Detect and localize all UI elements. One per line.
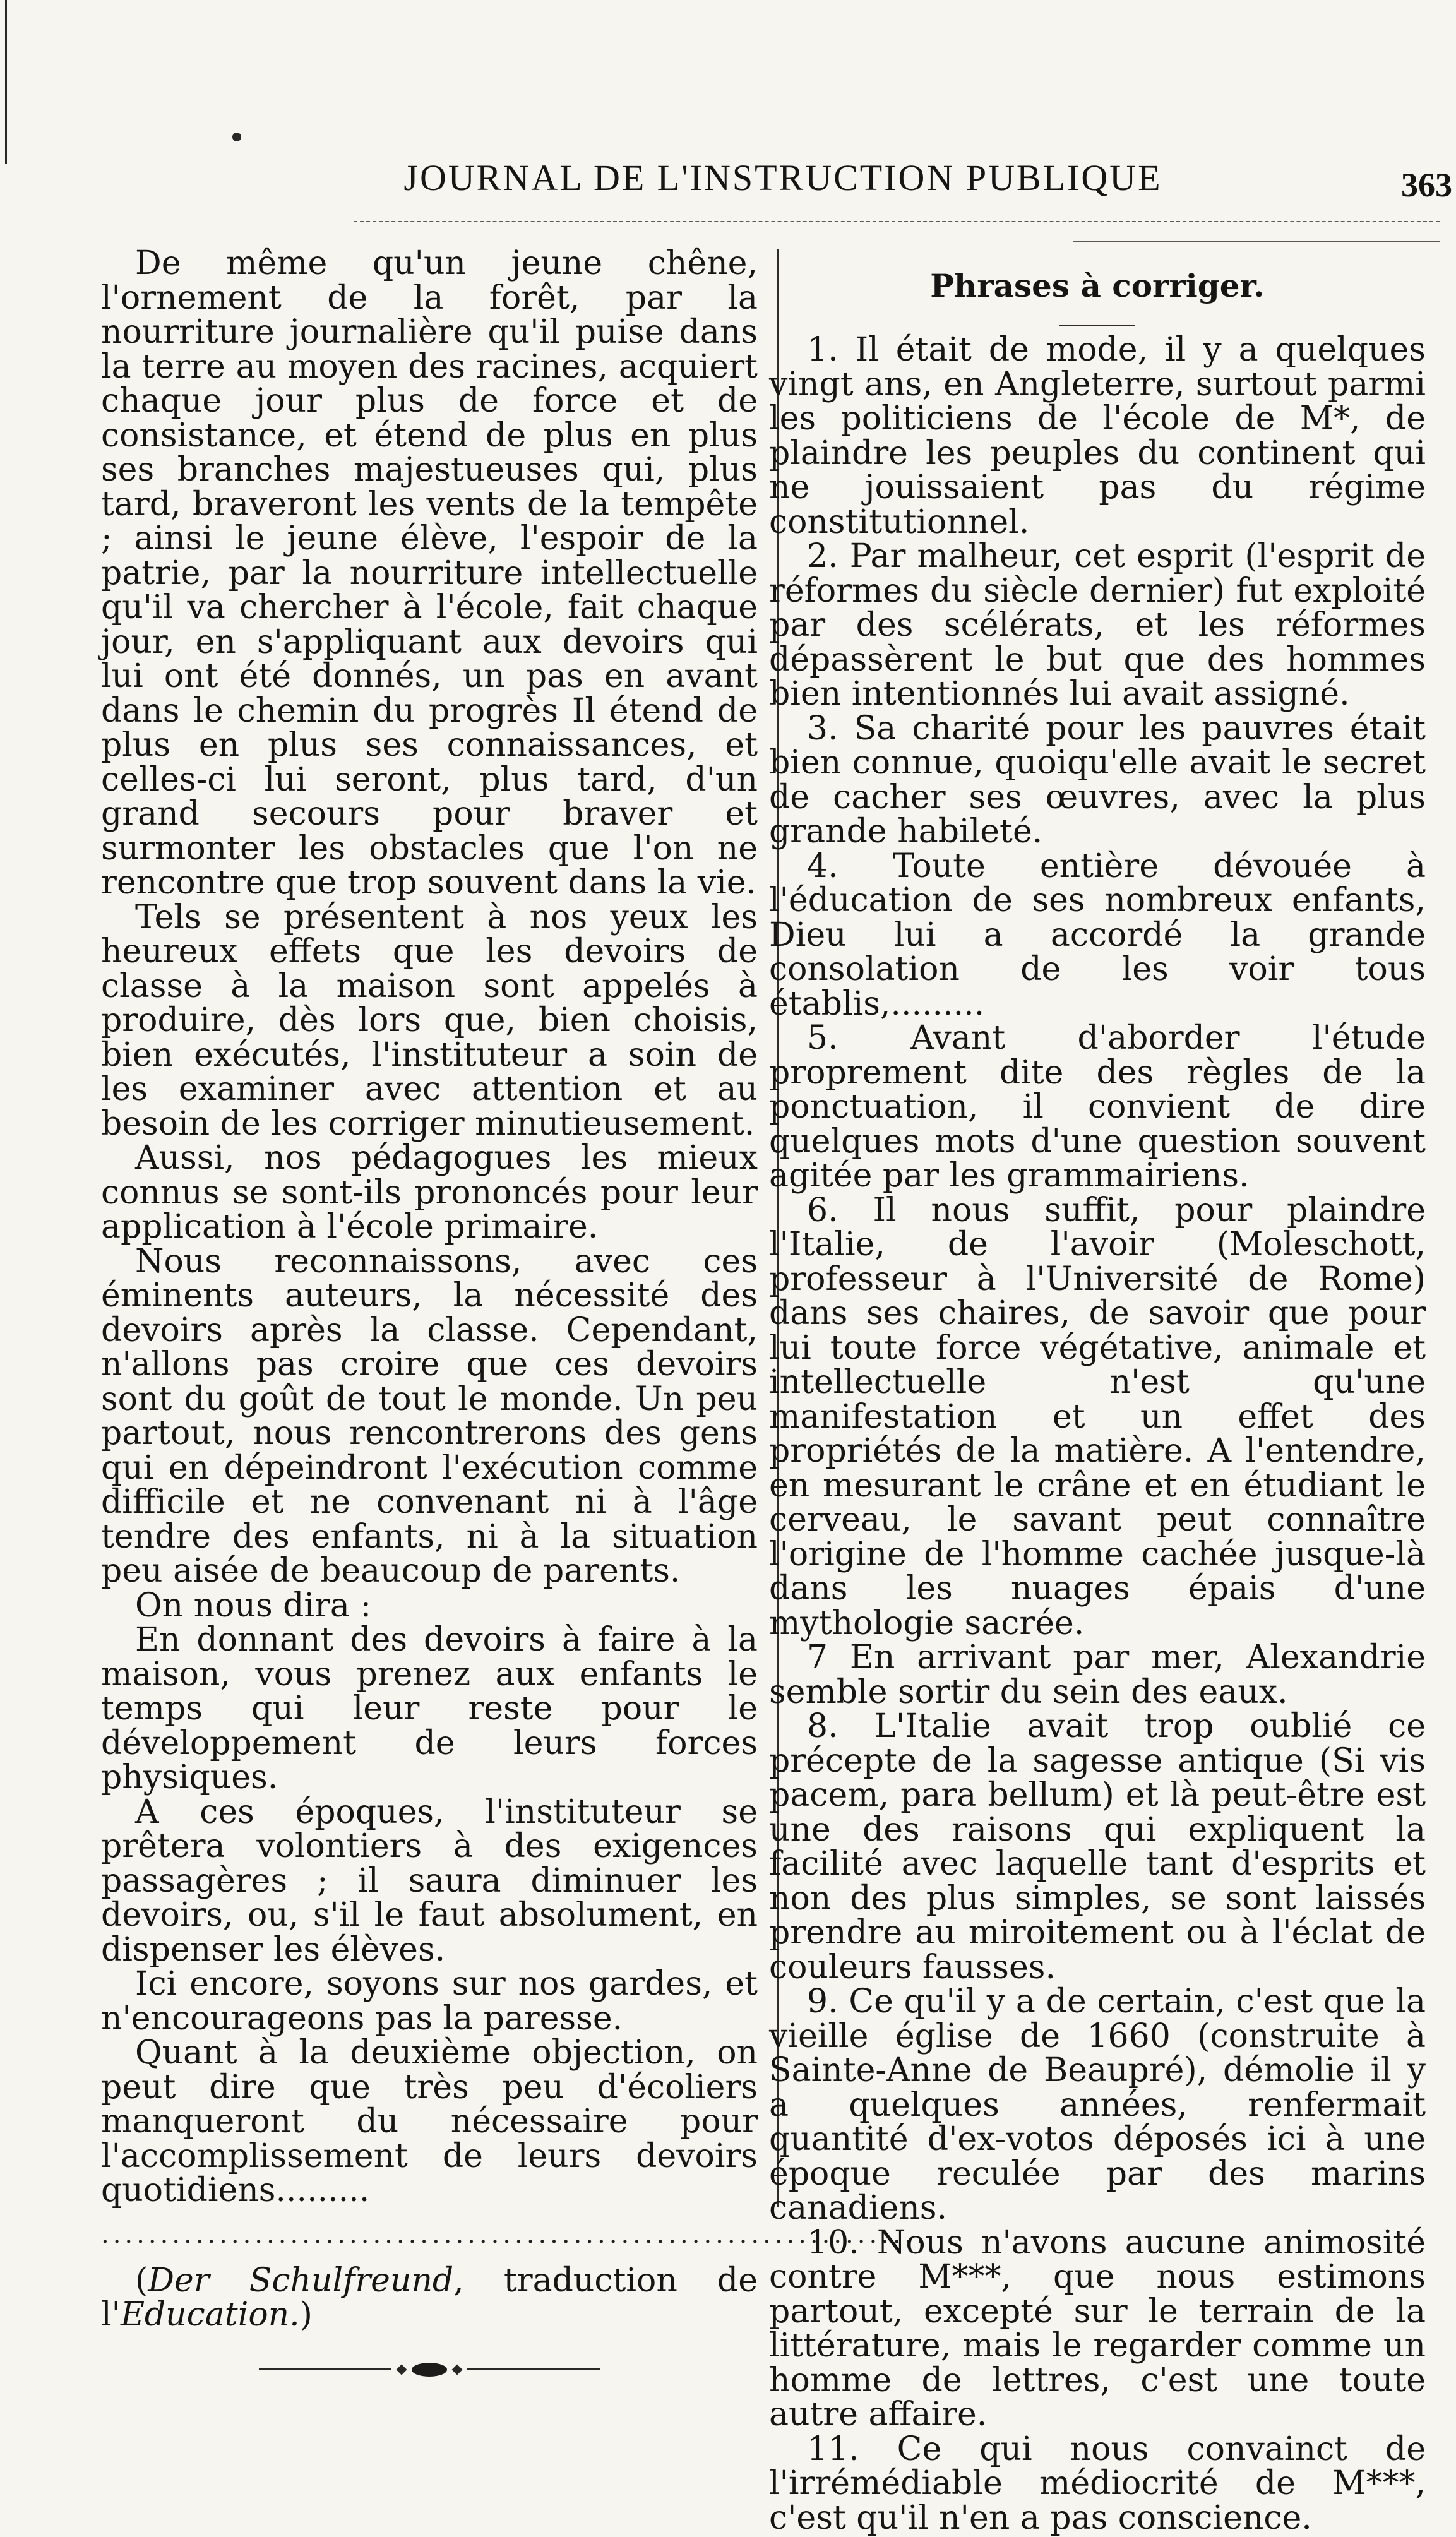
end-ornament xyxy=(101,2354,758,2385)
dotted-separator: ...................................................................... xyxy=(101,2219,929,2249)
running-head: JOURNAL DE L'INSTRUCTION PUBLIQUE xyxy=(403,157,1162,198)
exercise-item: 10. Nous n'avons aucune animosité contre M***, que nous estimons partout, excepté sur le terrain de la littérature, mais le regarder comme un homme de lettres, c'est une toute autre affaire. xyxy=(769,2223,1426,2433)
ornament-line xyxy=(259,2368,391,2370)
paragraph: De même qu'un jeune chêne, l'ornement de la forêt, par la nourriture journalière qu'il puise dans la terre au moyen des racines, acquiert chaque jour plus de force et de consistance, et étend de plus en plus ses branches majestueuses qui, plus tard, braveront les vents de la tempête ; ainsi le jeune élève, l'espoir de la patrie, par la nourriture intellectuelle qu'il va chercher à l'école, fait chaque jour, en s'appliquant aux devoirs qui lui ont été donnés, un pas en avant dans le chemin du progrès Il étend de plus en plus ses connaissances, et celles-ci lui seront, plus tard, d'un grand secours pour braver et surmonter les obstacles que l'on ne rencontre que trop souvent dans la vie. xyxy=(101,244,758,902)
exercise-item: 2. Par malheur, cet esprit (l'esprit de réformes du siècle dernier) fut exploité par des scélérats, et les réformes dépassèrent le but que des hommes bien intentionnés lui avait assigné. xyxy=(769,537,1426,713)
right-column xyxy=(769,246,1426,2535)
paragraph: A ces époques, l'instituteur se prêtera volontiers à des exigences passagères ; il saura diminuer les devoirs, ou, s'il le faut absolument, en dispenser les élèves. xyxy=(101,1793,758,1969)
exercise-item: 9. Ce qu'il y a de certain, c'est que la vieille église de 1660 (construite à Sainte-Anne de Beaupré), démolie il y a quelques années, renfermait quantité d'ex-votos déposés ici à une époque reculée par des marins canadiens. xyxy=(769,1983,1426,2227)
title-rule xyxy=(1059,325,1135,326)
paragraph: Nous reconnaissons, avec ces éminents auteurs, la nécessité des devoirs après la classe. Cependant, n'allons pas croire que ces devoirs sont du goût de tout le monde. Un peu partout, nous rencontrerons des gens qui en dépeindront l'exécution comme difficile et ne convenant ni à l'âge tendre des enfants, ni à la situation peu aisée de beaucoup de parents. xyxy=(101,1242,758,1590)
source-close: ) xyxy=(299,2296,313,2334)
exercise-item: 3. Sa charité pour les pauvres était bien connue, quoiqu'elle avait le secret de cacher ses œuvres, avec la plus grande habileté. xyxy=(769,709,1426,851)
binding-edge-mark xyxy=(5,0,7,164)
exercise-item: 4. Toute entière dévouée à l'éducation de ses nombreux enfants, Dieu lui a accordé la grande consolation de les voir tous établis,......... xyxy=(769,847,1426,1023)
exercise-item: 8. L'Italie avait trop oublié ce précepte de la sagesse antique (Si vis pacem, para bellum) et là peut-être est une des raisons qui expliquent la facilité avec laquelle tant d'esprits et non des plus simples, se sont laissés prendre au miroitement ou à l'éclat de couleurs fausses. xyxy=(769,1707,1426,1986)
left-column xyxy=(101,244,929,2385)
paragraph: On nous dira : xyxy=(135,1586,371,1625)
exercise-item: 11. Ce qui nous convainct de l'irrémédiable médiocrité de M***, c'est qu'il n'en a pas conscience. xyxy=(769,2430,1426,2537)
source-publication: Education. xyxy=(120,2296,300,2334)
source-mid: , traduction de l' xyxy=(101,2261,758,2334)
section-title: Phrases à corriger. xyxy=(930,267,1265,304)
exercise-item: 6. Il nous suffit, pour plaindre l'Italie, de l'avoir (Moleschott, professeur à l'Université de Rome) dans ses chaires, de savoir que pour lui toute force végétative, animale et intellectuelle n'est qu'une manifestation et un effet des propriétés de la matière. A l'entendre, en mesurant le crâne et en étudiant le cerveau, le savant peut connaître l'origine de l'homme cachée jusque-là dans les nuages épais d'une mythologie sacrée. xyxy=(769,1191,1426,1642)
paragraph: Ici encore, soyons sur nos gardes, et n'encourageons pas la paresse. xyxy=(101,1965,758,2038)
header-rule xyxy=(354,221,1440,222)
exercise-item: 5. Avant d'aborder l'étude proprement dite des règles de la ponctuation, il convient de dire quelques mots d'une question souvent agitée par les grammairiens. xyxy=(769,1019,1426,1195)
paragraph: Tels se présentent à nos yeux les heureux effets que les devoirs de classe à la maison sont appelés à produire, dès lors que, bien choisis, bien exécutés, l'instituteur a soin de les examiner avec attention et au besoin de les corriger minutieusement. xyxy=(101,898,758,1143)
ornament-line xyxy=(467,2368,600,2370)
exercise-item: 1. Il était de mode, il y a quelques vingt ans, en Angleterre, surtout parmi les politiciens de l'école de M*, de plaindre les peuples du continent qui ne jouissaient pas du régime constitutionnel. xyxy=(769,331,1426,541)
paragraph: En donnant des devoirs à faire à la maison, vous prenez aux enfants le temps qui leur reste pour le développement de leurs forces physiques. xyxy=(101,1621,758,1796)
header-rule-short xyxy=(1073,241,1440,242)
source-open: ( xyxy=(135,2261,148,2300)
source-title: Der Schulfreund xyxy=(148,2261,454,2300)
page-number: 363 xyxy=(1401,166,1452,204)
source-citation xyxy=(101,2261,758,2334)
ink-dot xyxy=(232,133,241,141)
exercise-item: 7 En arrivant par mer, Alexandrie semble sortir du sein des eaux. xyxy=(769,1639,1426,1711)
paragraph: Aussi, nos pédagogues les mieux connus se sont-ils prononcés pour leur application à l'école primaire. xyxy=(101,1139,758,1246)
ornament-diamond xyxy=(397,2364,407,2375)
ornament-center xyxy=(412,2363,447,2377)
ornament-diamond xyxy=(452,2364,463,2375)
paragraph: Quant à la deuxième objection, on peut dire que très peu d'écoliers manqueront du nécessaire pour l'accomplissement de leurs devoirs quotidiens......... xyxy=(101,2034,758,2209)
